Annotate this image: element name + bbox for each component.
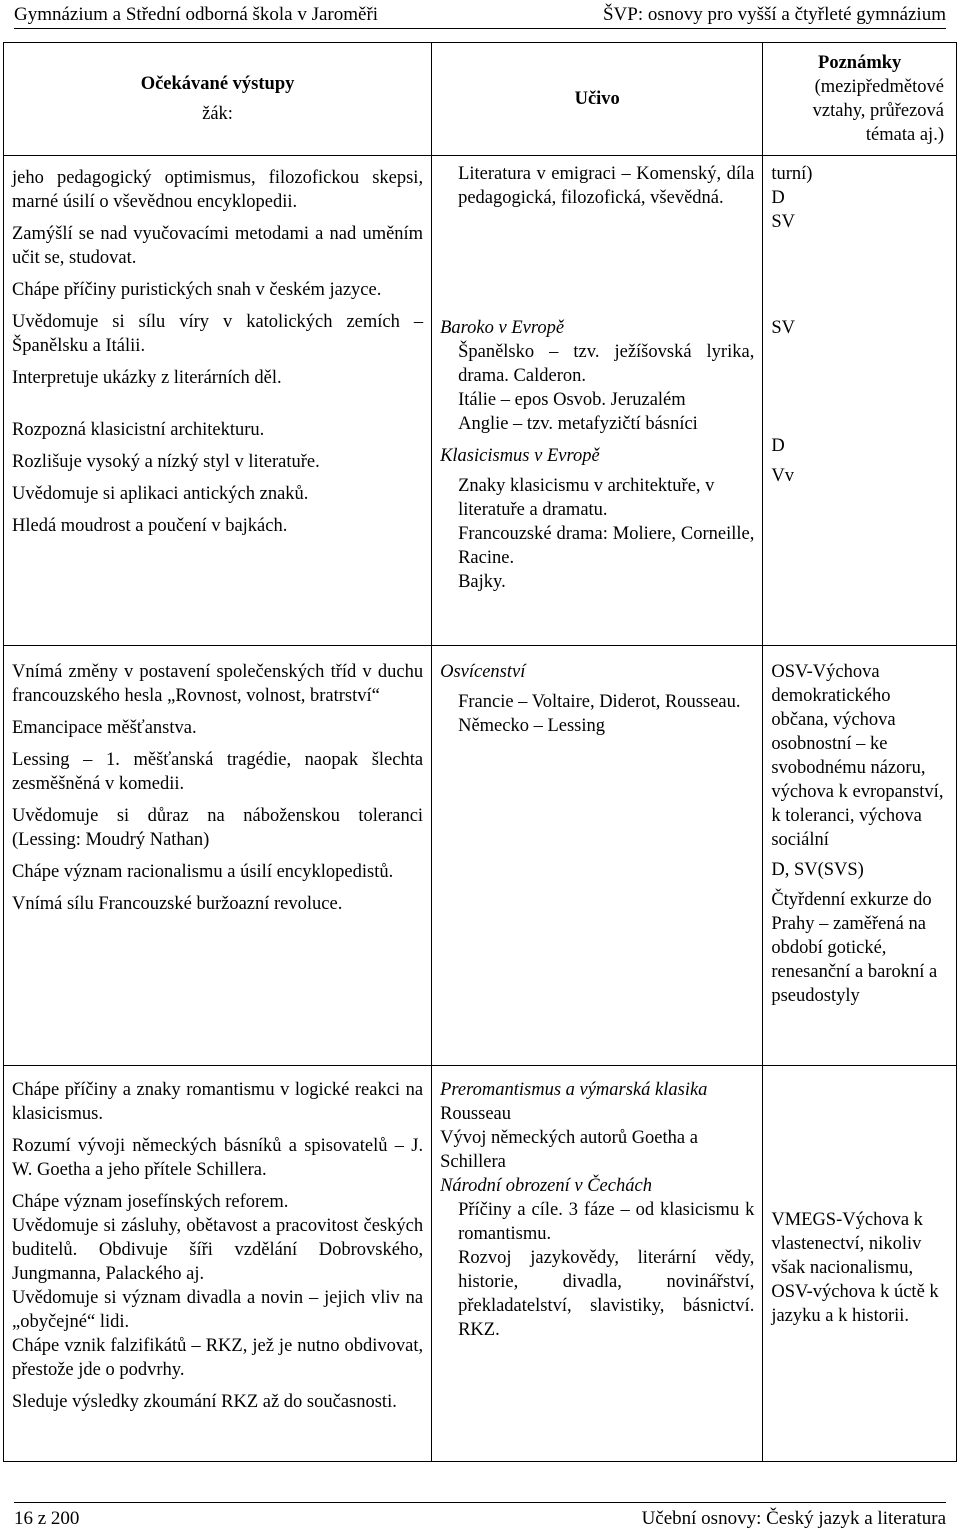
list-item: Chápe význam racionalismu a úsilí encyklopedistů.: [12, 862, 394, 882]
page-footer: [14, 1502, 946, 1529]
list-item: Uvědomuje si význam divadla a novin – jejich vliv na „obyčejné“ lidi.: [12, 1288, 424, 1332]
header-school: Gymnázium a Střední odborná škola v Jaroměři: [14, 4, 379, 25]
col-notes-subtitle: (mezipředmětové vztahy, průřezová témata aj.): [812, 77, 944, 145]
col-content-header: [432, 43, 763, 156]
list-item: Rousseau: [440, 1104, 511, 1124]
section-title: Osvícenství: [440, 662, 526, 682]
list-item: Hledá moudrost a poučení v bajkách.: [12, 516, 288, 536]
header-document: ŠVP: osnovy pro vyšší a čtyřleté gymnázium: [602, 4, 946, 25]
list-item: Německo – Lessing: [458, 716, 606, 736]
list-item: Chápe vznik falzifikátů – RKZ, jež je nutno obdivovat, přestože jde o podvrhy.: [12, 1336, 424, 1380]
curriculum-table: [3, 42, 957, 1462]
list-item: Itálie – epos Osvob. Jeruzalém: [458, 390, 686, 410]
section-title: Klasicismus v Evropě: [440, 446, 600, 466]
note-text: D: [771, 436, 785, 456]
table-row: [4, 156, 957, 646]
row1-notes: [763, 156, 957, 646]
list-item: Interpretuje ukázky z literárních děl.: [12, 368, 282, 388]
row1-outcomes: [4, 156, 432, 646]
list-item: Uvědomuje si zásluhy, obětavost a pracovitost českých buditelů. Obdivuje šíři vzdělání Dobrovského, Jungmanna, Palackého aj.: [12, 1216, 424, 1284]
list-item: Uvědomuje si aplikaci antických znaků.: [12, 484, 309, 504]
col-outcomes-subtitle: žák:: [202, 104, 233, 124]
list-item: Sleduje výsledky zkoumání RKZ až do současnosti.: [12, 1392, 397, 1412]
row3-outcomes: [4, 1066, 432, 1462]
list-item: Uvědomuje si sílu víry v katolických zemích – Španělsku a Itálii.: [12, 312, 424, 356]
list-item: Lessing – 1. měšťanská tragédie, naopak šlechta zesměšněná v komedii.: [12, 750, 424, 794]
list-item: Rozumí vývoji německých básníků a spisovatelů – J. W. Goetha a jeho přítele Schillera.: [12, 1136, 424, 1180]
note-text: D: [771, 188, 785, 208]
list-item: Chápe příčiny puristických snah v českém jazyce.: [12, 280, 382, 300]
list-item: jeho pedagogický optimismus, filozofickou skepsi, marné úsilí o vševědnou encyklopedii.: [12, 168, 424, 212]
footer-title: Učební osnovy: Český jazyk a literatura: [641, 1508, 946, 1529]
col-outcomes-title: Očekávané výstupy: [140, 74, 295, 94]
note-text: D, SV(SVS): [771, 860, 864, 880]
page-header: [14, 2, 946, 29]
list-item: Příčiny a cíle. 3 fáze – od klasicismu k romantismu.: [458, 1200, 755, 1244]
list-item: Rozvoj jazykovědy, literární vědy, historie, divadla, novinářství, překladatelství, slavistiky, básnictví. RKZ.: [458, 1248, 755, 1340]
list-item: Španělsko – tzv. ježíšovská lyrika, drama. Calderon.: [458, 342, 755, 386]
row2-outcomes: [4, 646, 432, 1066]
note-text: OSV-Výchova demokratického občana, výchova osobnostní – ke svobodnému názoru, výchova k evropanství, k toleranci, výchova sociální: [771, 662, 944, 850]
list-item: Chápe příčiny a znaky romantismu v logické reakci na klasicismus.: [12, 1080, 424, 1124]
row2-content: [432, 646, 763, 1066]
table-header-row: [4, 43, 957, 156]
col-outcomes-header: [4, 43, 432, 156]
list-item: Anglie – tzv. metafyzičtí básníci: [458, 414, 698, 434]
row1-content: [432, 156, 763, 646]
note-text: Vv: [771, 466, 794, 486]
section-title: Národní obrození v Čechách: [440, 1176, 652, 1196]
list-item: Francouzské drama: Moliere, Corneille, Racine.: [458, 524, 755, 568]
list-item: Vývoj německých autorů Goetha a Schillera: [440, 1128, 698, 1172]
row2-notes: [763, 646, 957, 1066]
row3-notes: [763, 1066, 957, 1462]
list-item: Francie – Voltaire, Diderot, Rousseau.: [458, 692, 741, 712]
list-item: Zamýšlí se nad vyučovacími metodami a nad uměním učit se, studovat.: [12, 224, 424, 268]
note-text: Čtyřdenní exkurze do Prahy – zaměřená na období gotické, renesanční a barokní a pseudostyly: [771, 890, 938, 1006]
section-title: Preromantismus a výmarská klasika: [440, 1080, 708, 1100]
list-item: Vnímá sílu Francouzské buržoazní revoluce.: [12, 894, 343, 914]
list-item: Literatura v emigraci – Komenský, díla pedagogická, filozofická, vševědná.: [458, 164, 755, 208]
section-title: Baroko v Evropě: [440, 318, 565, 338]
table-row: [4, 646, 957, 1066]
list-item: Rozpozná klasicistní architekturu.: [12, 420, 265, 440]
list-item: Emancipace měšťanstva.: [12, 718, 197, 738]
col-notes-title: Poznámky: [818, 53, 902, 73]
note-text: SV: [771, 318, 795, 338]
list-item: Vnímá změny v postavení společenských tříd v duchu francouzského hesla „Rovnost, volnost, bratrství“: [12, 662, 424, 706]
note-text: turní): [771, 164, 813, 184]
col-notes-header: [763, 43, 957, 156]
list-item: Bajky.: [458, 572, 506, 592]
page-number: 16 z 200: [14, 1508, 80, 1529]
col-content-title: Učivo: [574, 89, 620, 109]
list-item: Uvědomuje si důraz na náboženskou toleranci (Lessing: Moudrý Nathan): [12, 806, 424, 850]
note-text: SV: [771, 212, 795, 232]
table-row: [4, 1066, 957, 1462]
list-item: Znaky klasicismu v architektuře, v literatuře a dramatu.: [458, 476, 715, 520]
note-text: VMEGS-Výchova k vlastenectví, nikoliv však nacionalismu, OSV-výchova k úctě k jazyku a k historii.: [771, 1210, 939, 1326]
list-item: Chápe význam josefínských reforem.: [12, 1192, 289, 1212]
row3-content: [432, 1066, 763, 1462]
list-item: Rozlišuje vysoký a nízký styl v literatuře.: [12, 452, 320, 472]
